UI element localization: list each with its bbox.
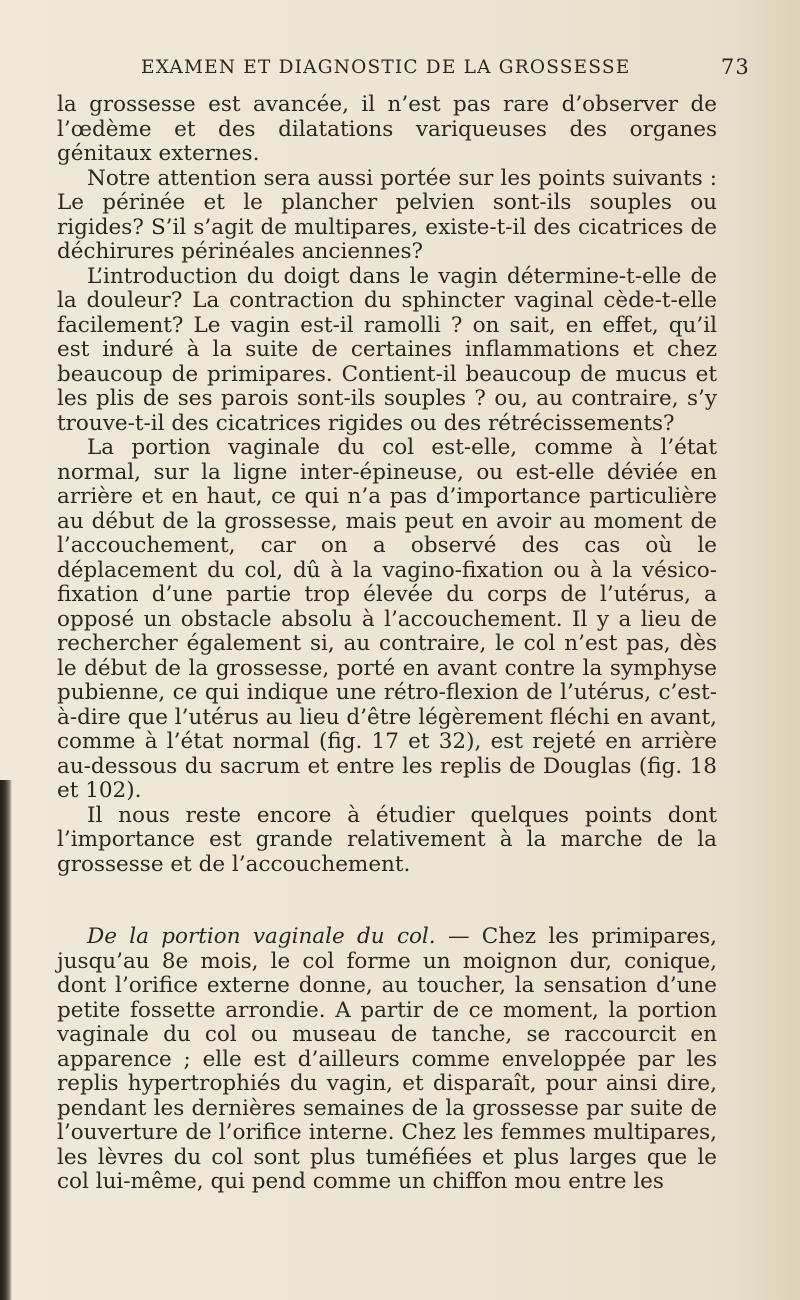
page-number: 73 [720, 55, 750, 79]
section-heading: De la portion vaginale du col. [87, 924, 436, 949]
paragraph-points: Notre attention sera aussi portée sur les points suivants : Le périnée et le plancher pelvien sont-ils souples ou rigides? S’il s’agit de multipares, existe-t-il des cicatrices de déchirures périnéales anciennes? [57, 165, 717, 264]
section-paragraph [57, 925, 717, 1195]
page-body [57, 93, 717, 1195]
running-head-title: EXAMEN ET DIAGNOSTIC DE LA GROSSESSE [141, 57, 631, 78]
paragraph-portion-vaginale: La portion vaginale du col est-elle, comme à l’état normal, sur la ligne inter-épineuse, ou est-elle déviée en arrière et en haut, ce qui n’a pas d’importance particulière au début de la grossesse, mais peut en avoir au moment de l’accouchement, car on a observé des cas où le déplacement du col, dû à la vagino-fixation ou à la vésico-fixation d’une partie trop élevée du corps de l’utérus, a opposé un obstacle absolu à l’accouchement. Il y a lieu de rechercher également si, au contraire, le col n’est pas, dès le début de la grossesse, porté en avant contre la symphyse pubienne, ce qui indique une rétro-flexion de l’utérus, c’est-à-dire que l’utérus au lieu d’être légèrement fléchi en avant, comme à l’état normal (fig. 17 et 32), est rejeté en arrière au-dessous du sacrum et entre les replis de Douglas (fig. 18 et 102). [57, 435, 717, 803]
section-text: — Chez les primipares, jusqu’au 8e mois, le col forme un moignon dur, conique, dont l’orifice externe donne, au toucher, la sensation d’une petite fossette arrondie. A partir de ce moment, la portion vaginale du col ou museau de tanche, se raccourcit en apparence ; elle est d’ailleurs comme enveloppée par les replis hypertrophiés du vagin, et disparaît, pour ainsi dire, pendant les dernières semaines de la grossesse par suite de l’ouverture de l’orifice interne. Chez les femmes multipares, les lèvres du col sont plus tuméfiées et plus larges que le col lui-même, qui pend comme un chiffon mou entre les [57, 924, 717, 1194]
paragraph-vagin: L’introduction du doigt dans le vagin détermine-t-elle de la douleur? La contraction du sphincter vaginal cède-t-elle facilement? Le vagin est-il ramolli ? on sait, en effet, qu’il est induré à la suite de certaines inflammations et chez beaucoup de primipares. Contient-il beaucoup de mucus et les plis de ses parois sont-ils souples ? ou, au contraire, s’y trouve-t-il des cicatrices rigides ou des rétrécissements? [57, 263, 717, 436]
running-head [135, 55, 770, 85]
paragraph-reste: Il nous reste encore à étudier quelques points dont l’importance est grande relativement à la marche de la grossesse et de l’accouchement. [57, 802, 717, 877]
section-gap [57, 877, 717, 925]
book-spine-shadow [0, 780, 12, 1300]
paragraph-continuation: la grossesse est avancée, il n’est pas rare d’observer de l’œdème et des dilatations variqueuses des organes génitaux externes. [57, 92, 717, 166]
